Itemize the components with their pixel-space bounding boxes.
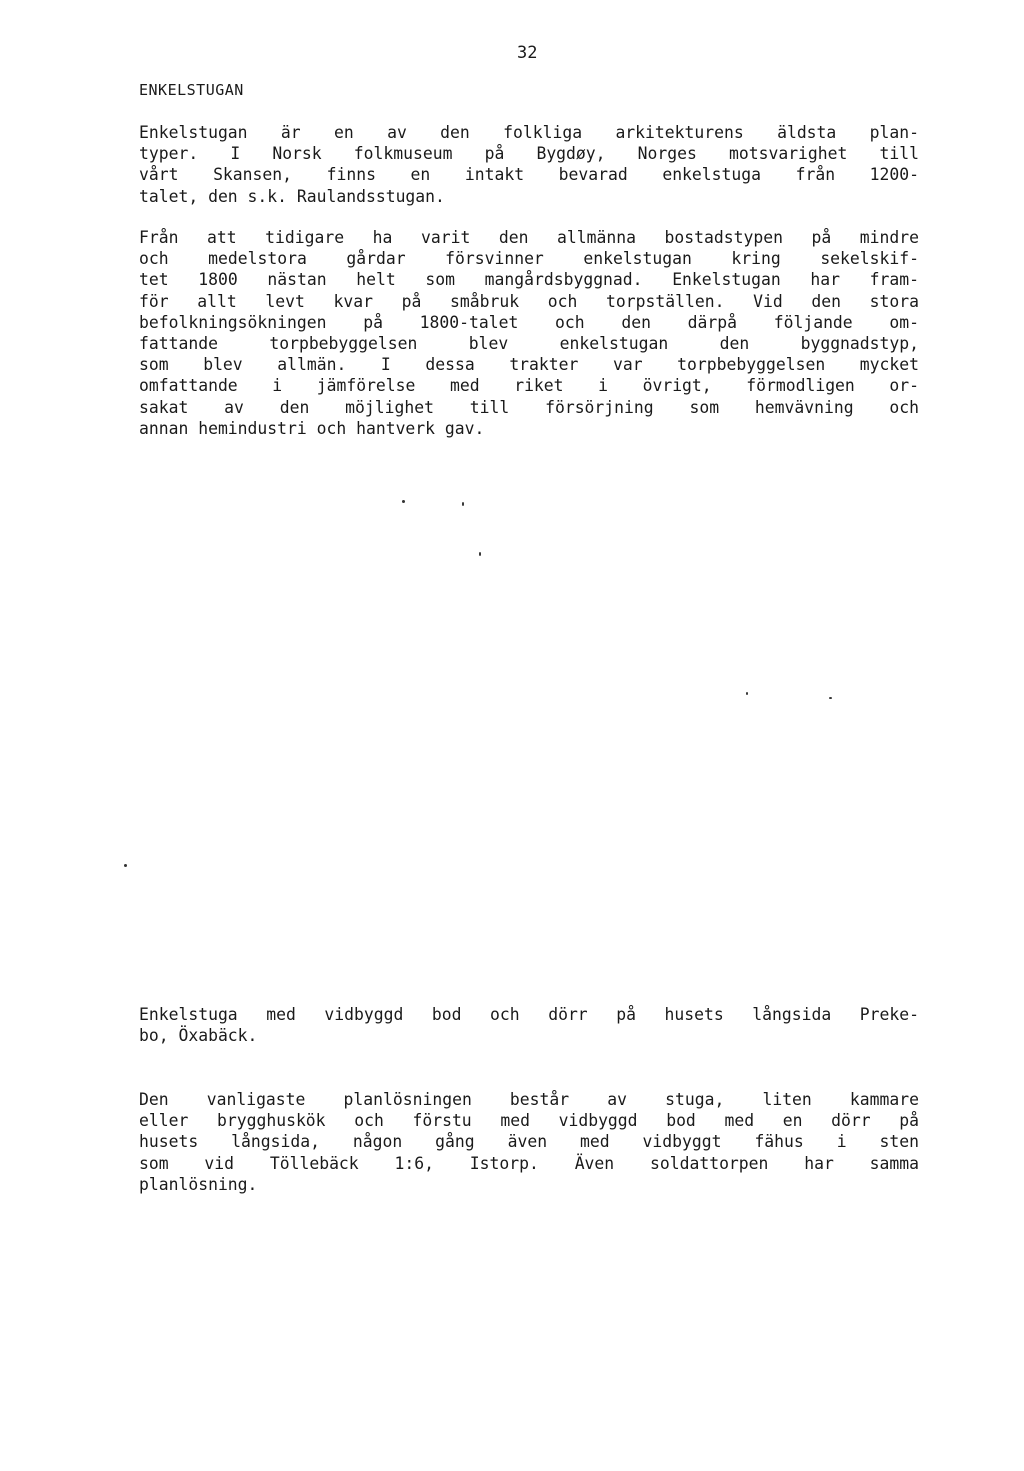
paragraph-line: och medelstora gårdar försvinner enkelstugan kring sekelskif- bbox=[139, 249, 919, 269]
paragraph-line: annan hemindustri och hantverk gav. bbox=[139, 418, 485, 438]
paragraph-line: Från att tidigare ha varit den allmänna bostadstypen på mindre bbox=[139, 228, 919, 247]
paragraph-line: befolkningsökningen på 1800-talet och den därpå följande om- bbox=[139, 312, 919, 332]
paragraph-line: husets långsida, någon gång även med vidbyggt fähus i sten bbox=[139, 1132, 919, 1152]
paragraph-line: tet 1800 nästan helt som mangårdsbyggnad. Enkelstugan har fram- bbox=[139, 270, 919, 290]
paragraph-floorplan bbox=[139, 1089, 919, 1195]
paragraph-line: planlösning. bbox=[139, 1174, 258, 1194]
paragraph-line: eller brygghuskök och förstu med vidbyggd bod med en dörr på bbox=[139, 1111, 919, 1131]
paragraph-line: vårt Skansen, finns en intakt bevarad enkelstuga från 1200- bbox=[139, 165, 919, 185]
scan-speck bbox=[479, 552, 481, 556]
paragraph-line: Enkelstugan är en av den folkliga arkitekturens äldsta plan- bbox=[139, 123, 919, 142]
paragraph-line: omfattande i jämförelse med riket i övrigt, förmodligen or- bbox=[139, 376, 919, 396]
scan-speck bbox=[746, 692, 748, 695]
paragraph-line: som blev allmän. I dessa trakter var torpbebyggelsen mycket bbox=[139, 355, 919, 375]
page-number: 32 bbox=[517, 43, 538, 63]
paragraph-line: fattande torpbebyggelsen blev enkelstugan den byggnadstyp, bbox=[139, 334, 919, 354]
paragraph-history bbox=[139, 227, 919, 439]
paragraph-line: talet, den s.k. Raulandsstugan. bbox=[139, 186, 445, 206]
scan-speck bbox=[829, 697, 832, 699]
scan-speck bbox=[462, 502, 464, 506]
caption-line: Enkelstuga med vidbyggd bod och dörr på husets långsida Preke- bbox=[139, 1005, 919, 1024]
paragraph-line: sakat av den möjlighet till försörjning som hemvävning och bbox=[139, 397, 919, 417]
section-heading: ENKELSTUGAN bbox=[139, 81, 244, 99]
scan-speck bbox=[124, 864, 127, 867]
paragraph-intro bbox=[139, 122, 919, 207]
scan-speck bbox=[402, 500, 405, 503]
paragraph-line: för allt levt kvar på småbruk och torpställen. Vid den stora bbox=[139, 291, 919, 311]
paragraph-line: typer. I Norsk folkmuseum på Bygdøy, Norges motsvarighet till bbox=[139, 144, 919, 164]
paragraph-line: Den vanligaste planlösningen består av stuga, liten kammare bbox=[139, 1090, 919, 1109]
paragraph-line: som vid Töllebäck 1:6, Istorp. Även soldattorpen har samma bbox=[139, 1153, 919, 1173]
photo-caption bbox=[139, 1004, 919, 1046]
caption-line: bo, Öxabäck. bbox=[139, 1026, 258, 1046]
